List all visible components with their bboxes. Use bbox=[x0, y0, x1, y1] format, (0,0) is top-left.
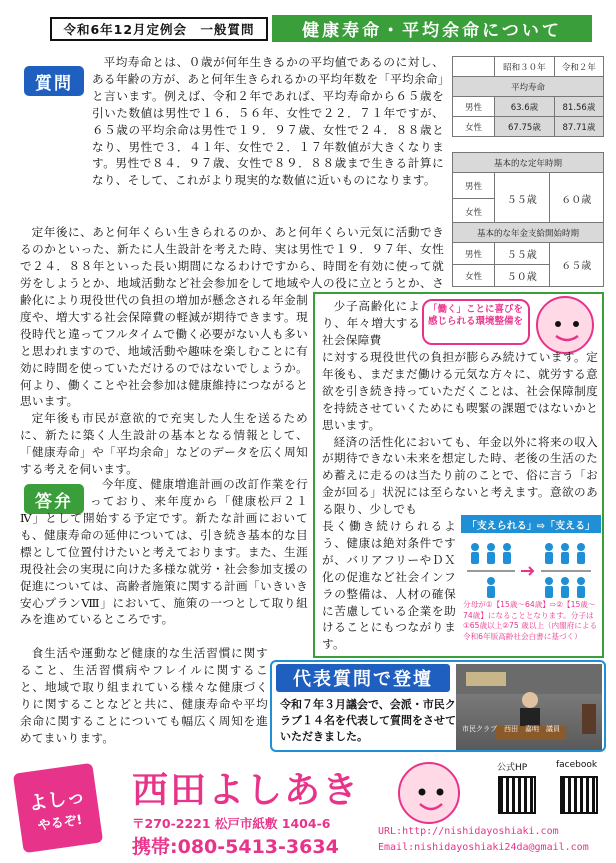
table-caption: 平均寿命 bbox=[453, 77, 604, 97]
qr-label-hp: 公式HP bbox=[497, 763, 528, 773]
speech-bubble: 「働く」ことに喜びを感じられる環境整備を bbox=[422, 299, 530, 345]
representative-text: 令和７年３月議会で、会派・市民クラブ１４名を代表して質問をさせていただきました。 bbox=[280, 698, 456, 743]
table-caption: 基本的な定年時期 bbox=[453, 153, 604, 173]
comment-paragraph-1-cont: に対する現役世代の負担が膨らみ続けています。定年後も、まだまだ働ける元気な方々に、就労する意欲を引き続き持っていただくことは、社会保障制度を持続させていくためにも喫緊の課題ではないかと思います。 bbox=[322, 350, 598, 432]
candidate-name: 西田よしあき bbox=[132, 770, 361, 811]
mascot-face-icon bbox=[398, 762, 460, 824]
photo-caption: 市民クラブ 西田 嘉明 議員 bbox=[462, 725, 560, 733]
diagram-note: 分母が①【15歳〜64歳】⇨②【15歳〜74歳】になることとなります。分子は①65歳以上②75 歳以上（内閣府による令和6年版高齢社会白書に基づく） bbox=[463, 600, 598, 641]
table-cell: ６５歳 bbox=[549, 243, 604, 287]
email-link[interactable]: Email:nishidayoshiaki24da@gmail.com bbox=[378, 842, 589, 853]
comment-body-lower bbox=[322, 518, 456, 653]
table-year-2: 令和２年 bbox=[554, 57, 603, 77]
answer-paragraph-2: 食生活や運動など健康的な生活習慣に関すること、生活習慣病やフレイルに関すること、地域で取り組まれている様々な健康づくりに関することなどと共に、健康寿命や平均余命に関することについても幅広く周知を進めてまいります。 bbox=[20, 646, 268, 745]
row-label: 男性 bbox=[453, 97, 495, 117]
comment-paragraph-1: 少子高齢化により、年々増大する社会保障費 bbox=[322, 299, 420, 347]
answer-body bbox=[20, 510, 308, 628]
table-cell: 67.75歳 bbox=[495, 117, 555, 137]
question-intro bbox=[92, 54, 444, 189]
logo bbox=[13, 763, 103, 853]
answer-badge: 答弁 bbox=[24, 484, 84, 514]
website-link[interactable]: URL:http://nishidayoshiaki.com bbox=[378, 826, 559, 837]
comment-intro bbox=[322, 298, 420, 349]
answer-paragraph-1-cont: Ⅳ」として開始する予定です。新たな計画においても、健康寿命の延伸については、引き続き基本的な目標として位置付けたいと考えております。また、生涯現役社会の実現に向けた多様な就労・社会参加支援の促進については、高齢者施策に関する計画「いきいき安心プランⅧ」において、施策の一つとして取り組みを進めているところです。 bbox=[20, 511, 308, 627]
table-cell: ５５歳 bbox=[495, 173, 550, 225]
retirement-table bbox=[452, 152, 604, 225]
qr-label-facebook: facebook bbox=[556, 760, 598, 770]
row-label: 男性 bbox=[453, 243, 495, 265]
table-cell: 81.56歳 bbox=[554, 97, 603, 117]
answer-body-2 bbox=[20, 645, 268, 746]
row-label: 女性 bbox=[453, 199, 495, 225]
question-badge: 質問 bbox=[24, 66, 84, 96]
address: 〒270-2221 松戸市紙敷 1404-6 bbox=[132, 816, 331, 831]
logo-line-1: よしっ bbox=[27, 785, 87, 815]
answer-intro bbox=[90, 476, 308, 510]
table-cell: 63.6歳 bbox=[495, 97, 555, 117]
question-paragraph-2: 定年後に、あと何年くらい生きられるのか、あと何年くらい元気に活動できるのかといった、新たに人生設計を考えた時、実は男性で１９．９７年、女性で２４．８８年といった長い期間になるわけですから、時間を有効に使って就労をしようとか、地域活動など社会参加をして地域や人の役に立とうとか、さ bbox=[20, 225, 444, 290]
representative-title: 代表質問で登壇 bbox=[276, 664, 450, 692]
table-cell: 87.71歳 bbox=[554, 117, 603, 137]
table-cell: ５５歳 bbox=[495, 243, 550, 265]
assembly-photo bbox=[456, 664, 602, 750]
qr-code-icon[interactable] bbox=[498, 776, 536, 814]
question-paragraph-2-cont: 齢化により現役世代の負担の増加が懸念される年金制度や、増大する社会保障費の軽減が期待できます。現役時代と違ってフルタイムで働く必要がない人も多いと思われますので、地域活動や趣味を楽しむことに有効に時間を使っていただけるのではないでしょうか。何より、働くことや社会参加は健康維持につながると思います。 bbox=[20, 293, 308, 409]
row-label: 女性 bbox=[453, 117, 495, 137]
answer-paragraph-1: 今年度、健康増進計画の改訂作業を行っており、来年度から「健康松戸２１ bbox=[90, 477, 308, 508]
question-paragraph-1: 平均寿命とは、０歳が何年生きるかの平均値であるのに対し、ある年齢の方が、あと何年生きられるかの平均年数を「平均余命」と言います。例えば、令和２年であれば、平均寿命から６５歳を引いた数値は男性で１６．５６年、女性で２２．７１年ですが、６５歳の平均余命は男性で１９．９７歳、女性で２４．８８歳となり、男性で３．４１年、女性で２．１７年数値が大きくなります。男性で８４．９７歳、女性で８９．８８歳まで生きる計算になり、そして、これがより現実的な数値に近いものになります。 bbox=[92, 55, 444, 188]
page-title: 健康寿命・平均余命について bbox=[272, 15, 592, 42]
question-paragraph-3: 定年後も市民が意欲的で充実した人生を送るために、新たに築く人生設計の基本となる情報として、「健康寿命」や「平均余命」などのデータを広く周知する考えを伺います。 bbox=[20, 411, 308, 477]
table-cell: ６０歳 bbox=[549, 173, 604, 225]
table-year-1: 昭和３０年 bbox=[495, 57, 555, 77]
comment-paragraph-2-cont: 長く働き続けられるよう、健康は絶対条件ですが、バリアフリーやＤＸ化の促進など社会インフラの整備は、人材の確保に苦慮している企業を助けることにもつながります。 bbox=[322, 519, 456, 652]
question-body-lower bbox=[20, 292, 308, 478]
comment-paragraph-2: 経済の活性化においても、年金以外に将来の収入が期待できない未来を想定した時、老後の生活のため蓄えに走るのは当たり前のことで、俗に言う「お金が回る」状況には至らないと考えます。意欲のある限り、少しでも bbox=[322, 434, 598, 517]
row-label: 男性 bbox=[453, 173, 495, 199]
table-caption: 基本的な年金支給開始時期 bbox=[453, 223, 604, 243]
life-expectancy-table bbox=[452, 56, 604, 137]
question-body bbox=[20, 224, 444, 293]
logo-line-2: やるぞ! bbox=[36, 812, 84, 834]
row-label: 女性 bbox=[453, 265, 495, 287]
qr-code-icon[interactable] bbox=[560, 776, 598, 814]
meeting-label: 令和6年12月定例会 一般質問 bbox=[50, 17, 268, 41]
diagram-title: 「支えられる」⇨「支える」 bbox=[461, 515, 601, 533]
table-cell: ５０歳 bbox=[495, 265, 550, 287]
comment-body bbox=[322, 349, 598, 518]
pension-table bbox=[452, 222, 604, 287]
phone: 携帯:080-5413-3634 bbox=[132, 836, 339, 858]
mascot-face-icon bbox=[536, 296, 594, 354]
